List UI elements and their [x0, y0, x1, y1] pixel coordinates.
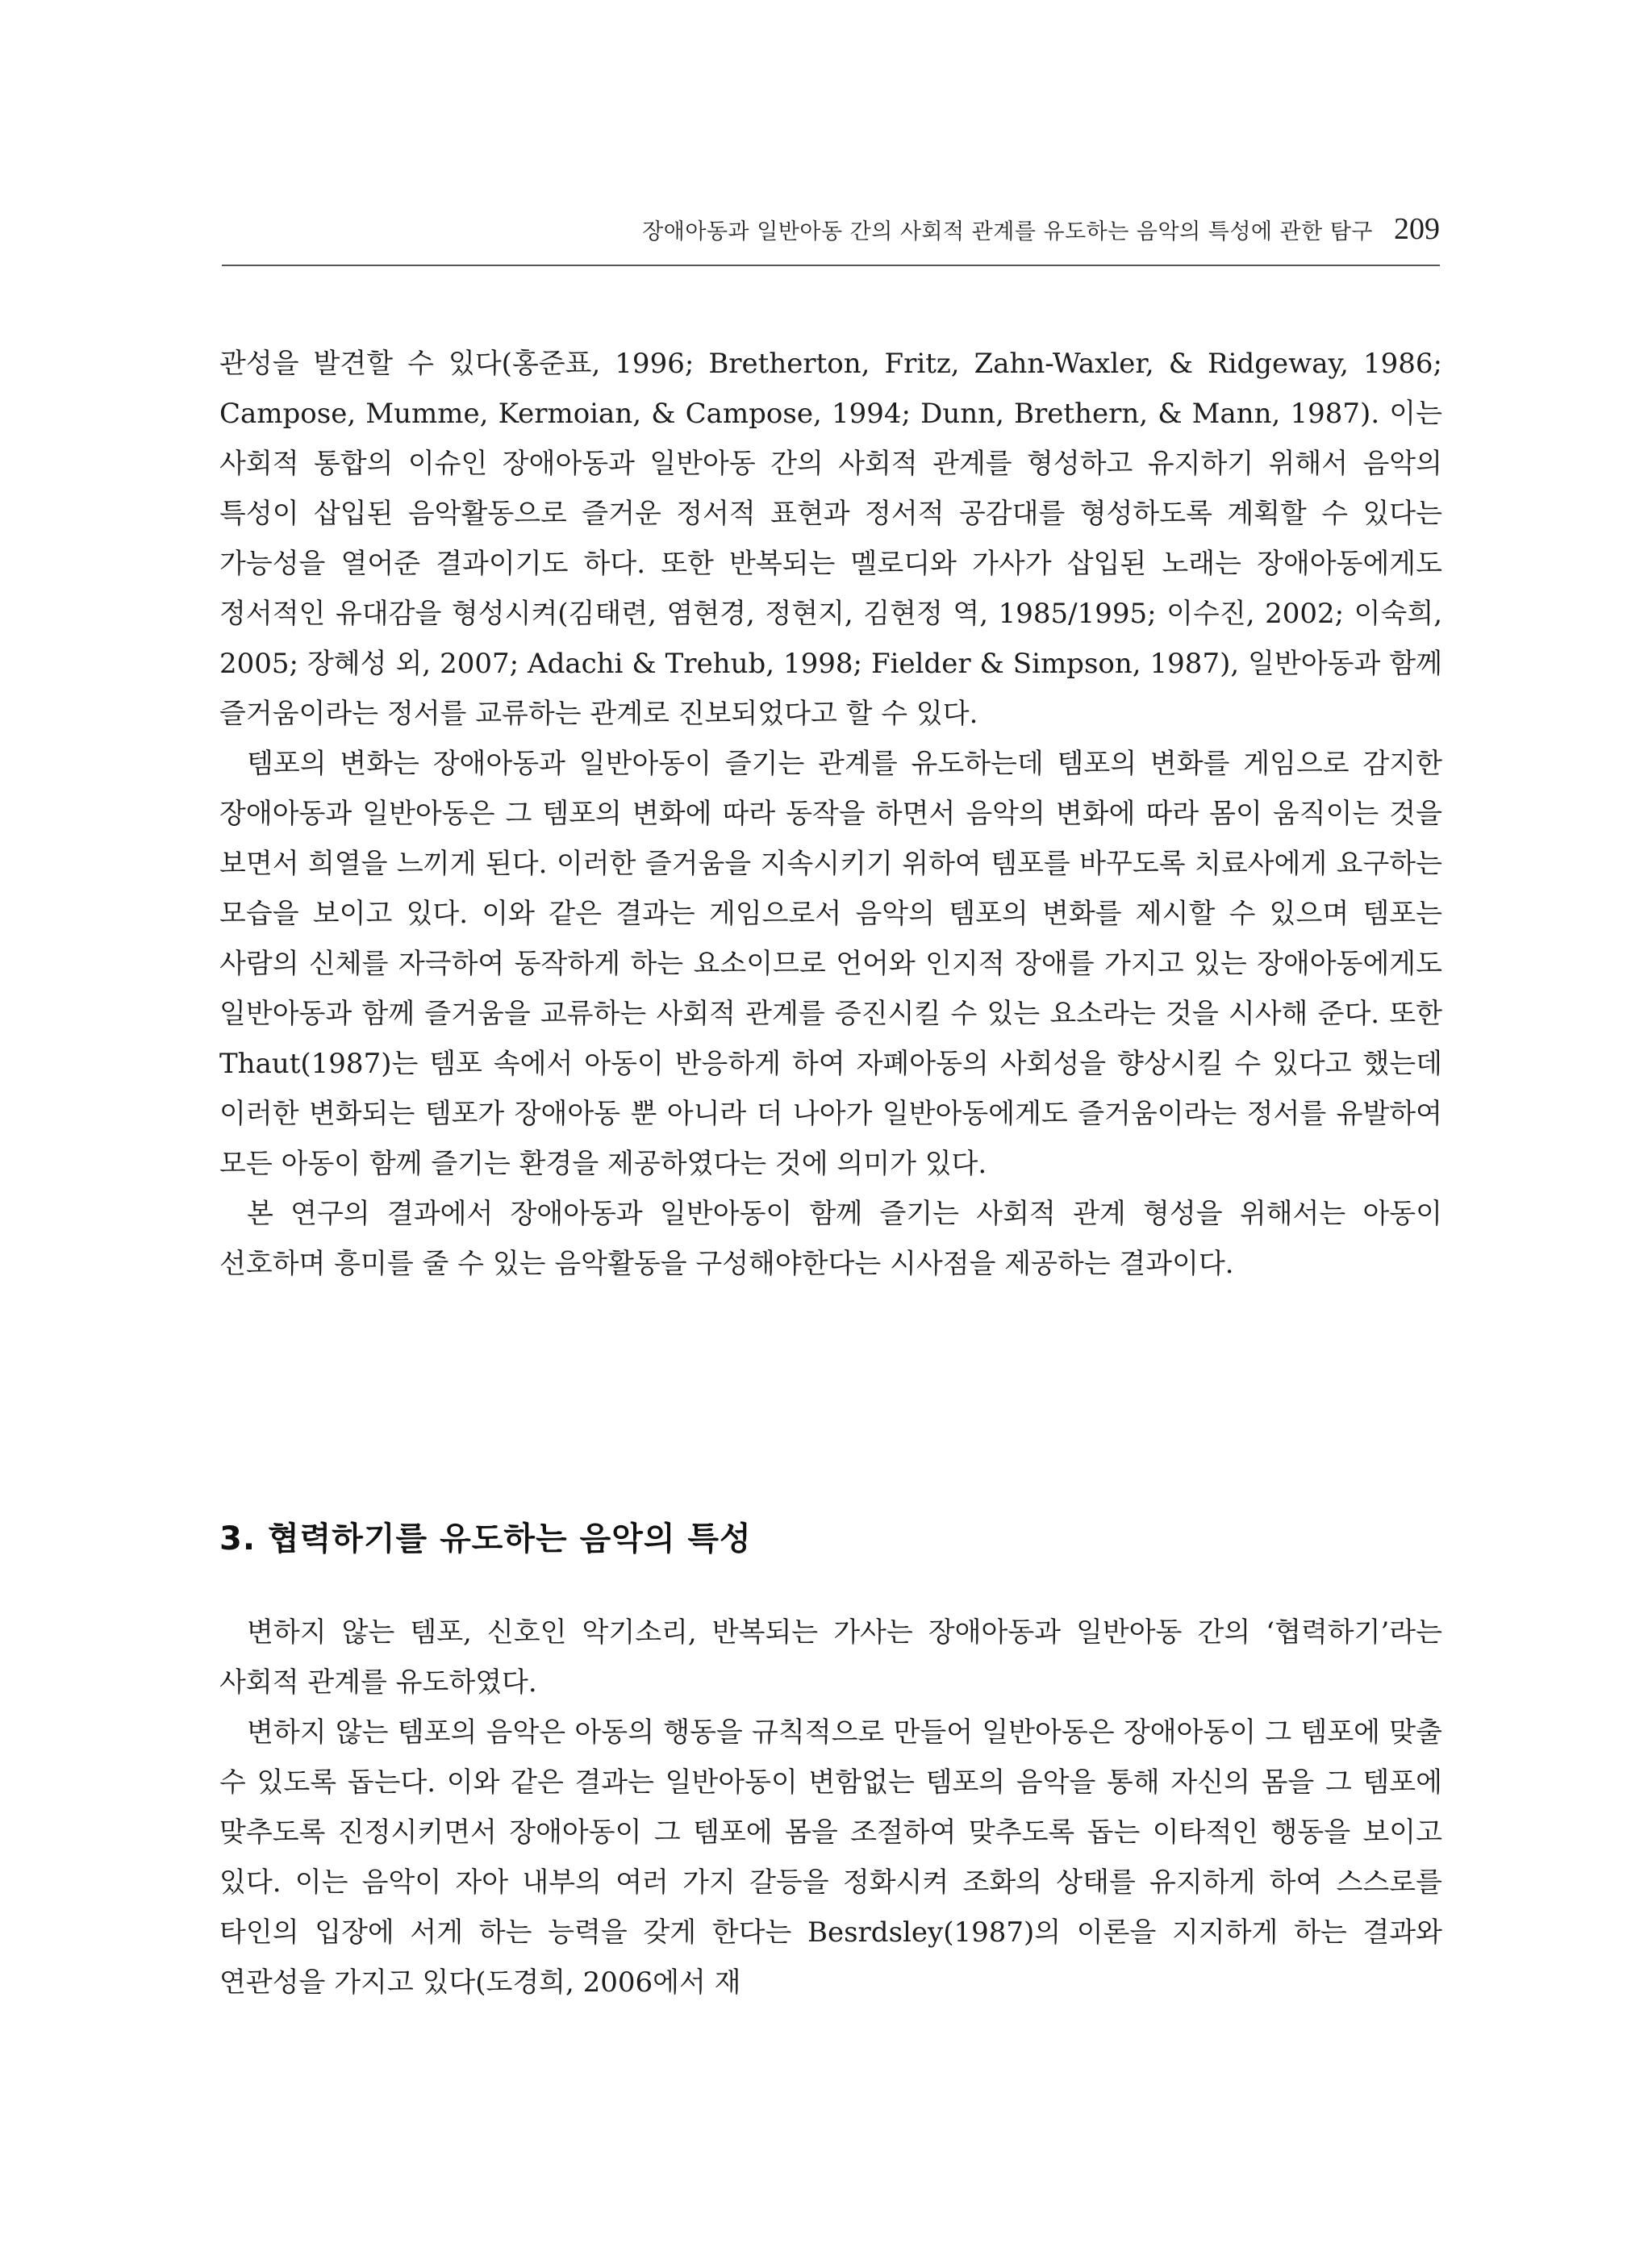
section-heading: 3. 협력하기를 유도하는 음악의 특성: [219, 1520, 752, 1557]
paragraph: 본 연구의 결과에서 장애아동과 일반아동이 함께 즐기는 사회적 관계 형성을 위해서는 아동이 선호하며 흥미를 줄 수 있는 음악활동을 구성해야한다는 시사점을 제공하는 결과이다.: [219, 1198, 1442, 1280]
header-rule: [222, 265, 1440, 266]
page-number: 209: [1394, 212, 1440, 246]
paragraph: 변하지 않는 템포, 신호인 악기소리, 반복되는 가사는 장애아동과 일반아동 간의 ‘협력하기’라는 사회적 관계를 유도하였다.: [219, 1616, 1442, 1699]
running-header: [222, 211, 1440, 260]
running-header-title: 장애아동과 일반아동 간의 사회적 관계를 유도하는 음악의 특성에 관한 탐구: [642, 219, 1373, 244]
paragraph: 템포의 변화는 장애아동과 일반아동이 즐기는 관계를 유도하는데 템포의 변화를 게임으로 감지한 장애아동과 일반아동은 그 템포의 변화에 따라 동작을 하면서 음악의 변화에 따라 몸이 움직이는 것을 보면서 희열을 느끼게 된다. 이러한 즐거움을 지속시키기 위하여 템포를 바꾸도록 치료사에게 요구하는 모습을 보이고 있다. 이와 같은 결과는 게임으로서 음악의 템포의 변화를 제시할 수 있으며 템포는 사람의 신체를 자극하여 동작하게 하는 요소이므로 언어와 인지적 장애를 가지고 있는 장애아동에게도 일반아동과 함께 즐거움을 교류하는 사회적 관계를 증진시킬 수 있는 요소라는 것을 시사해 준다. 또한 Thaut(1987)는 템포 속에서 아동이 반응하게 하여 자폐아동의 사회성을 향상시킬 수 있다고 했는데 이러한 변화되는 템포가 장애아동 뿐 아니라 더 나아가 일반아동에게도 즐거움이라는 정서를 유발하여 모든 아동이 함께 즐기는 환경을 제공하였다는 것에 의미가 있다.: [219, 748, 1442, 1180]
body-text-after-heading: [219, 1607, 1442, 2008]
paragraph: 관성을 발견할 수 있다(홍준표, 1996; Bretherton, Fritz, Zahn-Waxler, & Ridgeway, 1986; Campose, Mumme, Kermoian, & Campose, 1994; Dunn, Brethern, & Mann, 1987). 이는 사회적 통합의 이슈인 장애아동과 일반아동 간의 사회적 관계를 형성하고 유지하기 위해서 음악의 특성이 삽입된 음악활동으로 즐거운 정서적 표현과 정서적 공감대를 형성하도록 계획할 수 있다는 가능성을 열어준 결과이기도 하다. 또한 반복되는 멜로디와 가사가 삽입된 노래는 장애아동에게도 정서적인 유대감을 형성시켜(김태련, 염현경, 정현지, 김현정 역, 1985/1995; 이수진, 2002; 이숙희, 2005; 장혜성 외, 2007; Adachi & Trehub, 1998; Fielder & Simpson, 1987), 일반아동과 함께 즐거움이라는 정서를 교류하는 관계로 진보되었다고 할 수 있다.: [219, 348, 1442, 730]
paragraph: 변하지 않는 템포의 음악은 아동의 행동을 규칙적으로 만들어 일반아동은 장애아동이 그 템포에 맞출 수 있도록 돕는다. 이와 같은 결과는 일반아동이 변함없는 템포의 음악을 통해 자신의 몸을 그 템포에 맞추도록 진정시키면서 장애아동이 그 템포에 몸을 조절하여 맞추도록 돕는 이타적인 행동을 보이고 있다. 이는 음악이 자아 내부의 여러 가지 갈등을 정화시켜 조화의 상태를 유지하게 하여 스스로를 타인의 입장에 서게 하는 능력을 갖게 한다는 Besrdsley(1987)의 이론을 지지하게 하는 결과와 연관성을 가지고 있다(도경희, 2006에서 재: [219, 1716, 1442, 1999]
body-text-before-heading: [219, 339, 1442, 1289]
